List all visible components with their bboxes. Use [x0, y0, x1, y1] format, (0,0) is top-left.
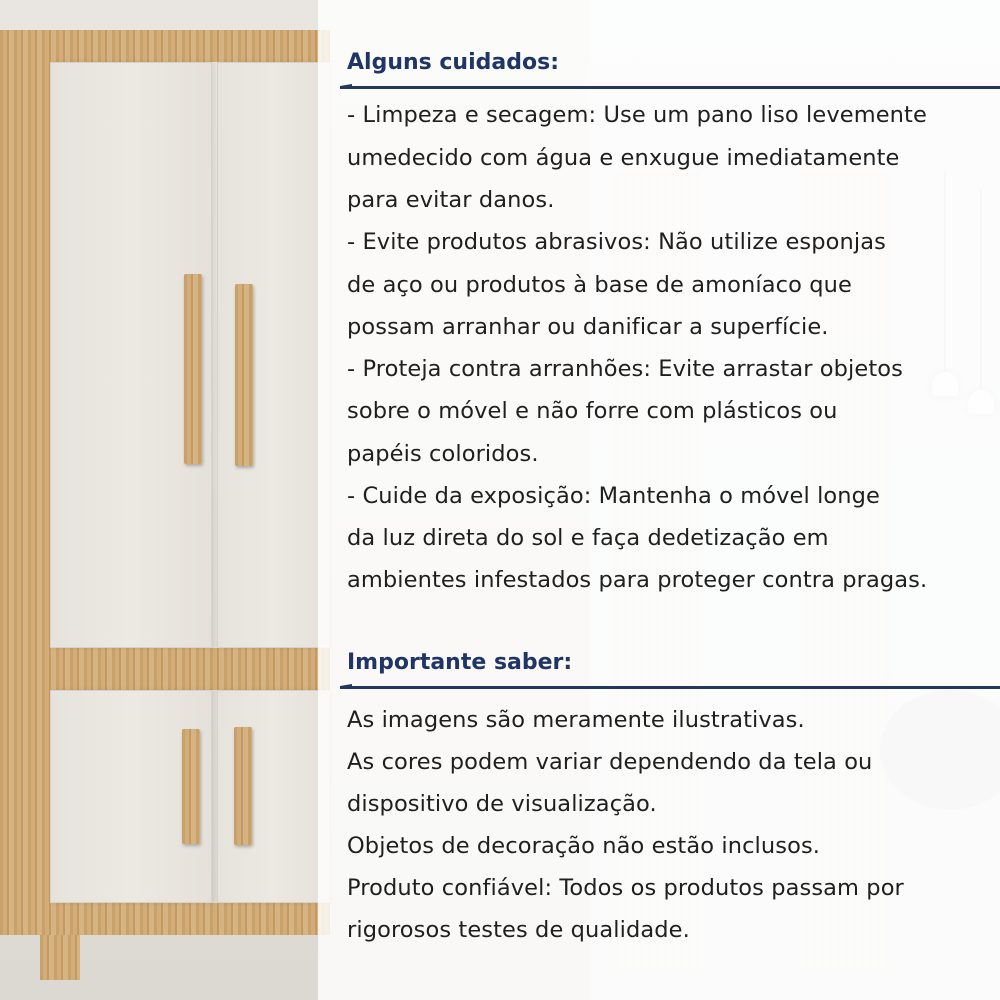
care-text-line: da luz direta do sol e faça dedetização em — [347, 525, 829, 551]
important-text-line: Objetos de decoração não estão inclusos. — [347, 833, 821, 859]
care-text-line: de aço ou produtos à base de amoníaco que — [347, 272, 852, 298]
care-text-line: - Cuide da exposição: Mantenha o móvel longe — [347, 483, 880, 509]
door-handle — [184, 274, 202, 464]
wardrobe-product-image — [0, 30, 330, 970]
wardrobe-foot — [40, 935, 80, 980]
wardrobe-upper-right-door — [217, 62, 330, 648]
care-text-line: possam arranhar ou danificar a superfície. — [347, 314, 829, 340]
wardrobe-middle-shelf — [0, 648, 330, 690]
care-section-divider — [340, 86, 1000, 89]
care-text-line: umedecido com água e enxugue imediatamente — [347, 145, 900, 171]
care-section-title: Alguns cuidados: — [347, 50, 559, 75]
door-handle — [235, 284, 253, 466]
care-text-line: para evitar danos. — [347, 187, 555, 213]
important-text-line: rigorosos testes de qualidade. — [347, 917, 690, 943]
important-section-title: Importante saber: — [347, 650, 573, 675]
wardrobe-side-panel — [0, 30, 50, 935]
important-text-line: As cores podem variar dependendo da tela ou — [347, 749, 873, 775]
door-handle — [182, 729, 200, 844]
important-text-line: Produto confiável: Todos os produtos passam por — [347, 875, 904, 901]
care-text-line: sobre o móvel e não forre com plásticos ou — [347, 398, 838, 424]
door-handle — [234, 727, 252, 845]
wardrobe-base-panel — [0, 903, 330, 935]
care-text-line: - Limpeza e secagem: Use um pano liso levemente — [347, 102, 927, 128]
care-text-line: papéis coloridos. — [347, 441, 539, 467]
important-section-divider — [340, 686, 1000, 689]
care-text-line: ambientes infestados para proteger contra pragas. — [347, 567, 928, 593]
care-text-line: - Proteja contra arranhões: Evite arrastar objetos — [347, 356, 903, 382]
important-text-line: As imagens são meramente ilustrativas. — [347, 707, 805, 733]
wardrobe-top-panel — [0, 30, 330, 62]
care-text-line: - Evite produtos abrasivos: Não utilize esponjas — [347, 229, 886, 255]
important-text-line: dispositivo de visualização. — [347, 791, 657, 817]
